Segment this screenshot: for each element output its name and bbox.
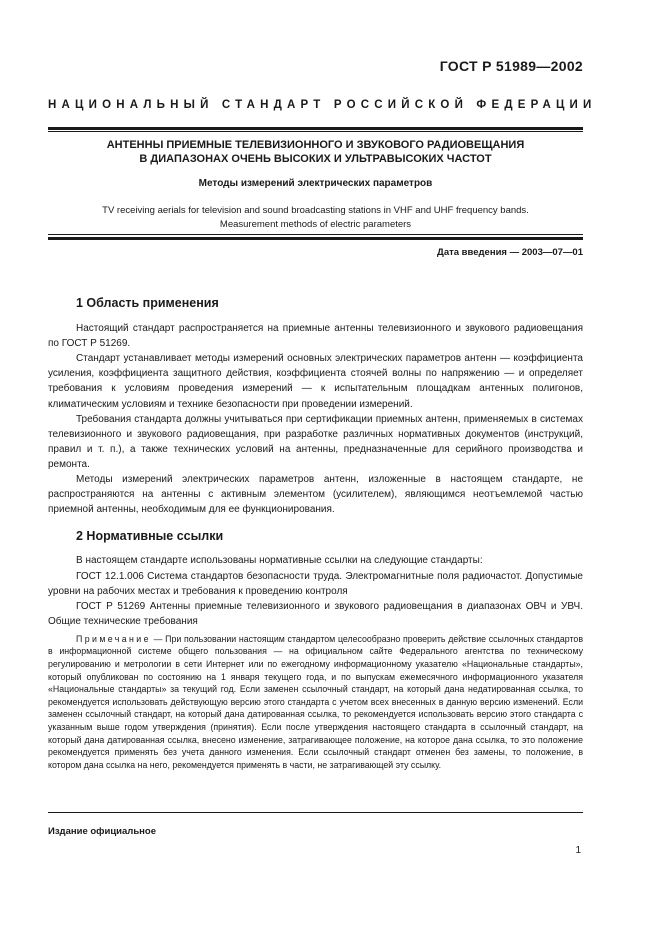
- introduction-date: Дата введения — 2003—07—01: [437, 247, 583, 258]
- subtitle-russian: Методы измерений электрических параметров: [198, 178, 433, 189]
- document-body: [48, 296, 583, 771]
- title-russian-line-1: АНТЕННЫ ПРИЕМНЫЕ ТЕЛЕВИЗИОННОГО И ЗВУКОВОГО РАДИОВЕЩАНИЯ: [106, 139, 525, 151]
- note-label: Примечание: [76, 633, 151, 644]
- edition-label: Издание официальное: [48, 826, 156, 837]
- national-standard-banner: НАЦИОНАЛЬНЫЙ СТАНДАРТ РОССИЙСКОЙ ФЕДЕРАЦИИ: [48, 99, 597, 111]
- section-1-paragraph-1: Настоящий стандарт распространяется на приемные антенны телевизионного и звукового радиовещания по ГОСТ Р 51269.: [48, 323, 583, 350]
- title-english-line-2: Measurement methods of electric parameters: [219, 219, 412, 230]
- section-2-paragraph-2: ГОСТ 12.1.006 Система стандартов безопасности труда. Электромагнитные поля радиочастот. Допустимые уровни на рабочих местах и требования к проведению контроля: [48, 570, 583, 597]
- title-divider-thin: [48, 234, 583, 235]
- footer-divider: [48, 812, 583, 813]
- section-1-paragraph-3: Требования стандарта должны учитываться при сертификации приемных антенн, применяемых в системах телевизионного и звукового радиовещания, при разработке различных нормативных документов (инструкций, правил и т. п.), а также технических условий на антенны, предназначенные для серийного производства и ремонта.: [48, 413, 583, 470]
- page-number: 1: [575, 845, 581, 856]
- title-english: [48, 204, 583, 232]
- note-text: — При пользовании настоящим стандартом целесообразно проверить действие ссылочных стандартов в информационной системе общего пользования — на официальном сайте Федерального агентства по техническому регулированию и метрологии в сети Интернет или по ежегодному информационному указателю «Национальные стандарты», который опубликован по состоянию на 1 января текущего года, и по выпускам ежемесячного информационного указателя «Национальные стандарты» за текущий год. Если заменен ссылочный стандарт, на который дана недатированная ссылка, то рекомендуется использовать действующую версию этого стандарта с учетом всех внесенных в данную версию изменений. Если заменен ссылочный стандарт, на который дана датированная ссылка, то рекомендуется использовать версию этого стандарта с указанным выше годом утверждения (принятия). Если после утверждения настоящего стандарта в ссылочный стандарт, на который дана датированная ссылка, внесено изменение, затрагивающее положение, на которое дана ссылка, то это положение рекомендуется применять без учета данного изменения. Если ссылочный стандарт отменен без замены, то положение, в котором дана ссылка на него, рекомендуется применять в части, не затрагивающей эту ссылку.: [48, 633, 583, 770]
- section-1-paragraph-2: Стандарт устанавливает методы измерений основных электрических параметров антенн — коэффициента усиления, коэффициента защитного действия, коэффициента стоячей волны по напряжению — и определяет требования к условиям проведения измерений — к испытательным площадкам антенных полигонов, климатическим условиям и технике безопасности при проведении измерений.: [48, 353, 583, 410]
- section-2-paragraph-1: В настоящем стандарте использованы нормативные ссылки на следующие стандарты:: [76, 555, 483, 567]
- gost-number: ГОСТ Р 51989—2002: [439, 58, 583, 74]
- section-2-note: [48, 633, 583, 772]
- title-divider-thick: [48, 237, 583, 240]
- section-1-paragraph-4: Методы измерений электрических параметров антенн, изложенные в настоящем стандарте, не распространяются на антенны с активным элементом (усилителем), являющимся неотъемлемой частью приемной антенны, необходимым для ее функционирования.: [48, 474, 583, 516]
- section-2-heading: 2 Нормативные ссылки: [76, 529, 224, 544]
- title-russian: [48, 138, 583, 166]
- header-divider-thick: [48, 127, 583, 130]
- title-english-line-1: TV receiving aerials for television and sound broadcasting stations in VHF and UHF frequency bands.: [102, 205, 529, 216]
- title-russian-line-2: В ДИАПАЗОНАХ ОЧЕНЬ ВЫСОКИХ И УЛЬТРАВЫСОКИХ ЧАСТОТ: [139, 153, 492, 165]
- section-2-paragraph-3: ГОСТ Р 51269 Антенны приемные телевизионного и звукового радиовещания в диапазонах ОВЧ и УВЧ. Общие технические требования: [48, 600, 583, 627]
- header-divider-thin: [48, 131, 583, 132]
- section-1-heading: 1 Область применения: [76, 296, 219, 310]
